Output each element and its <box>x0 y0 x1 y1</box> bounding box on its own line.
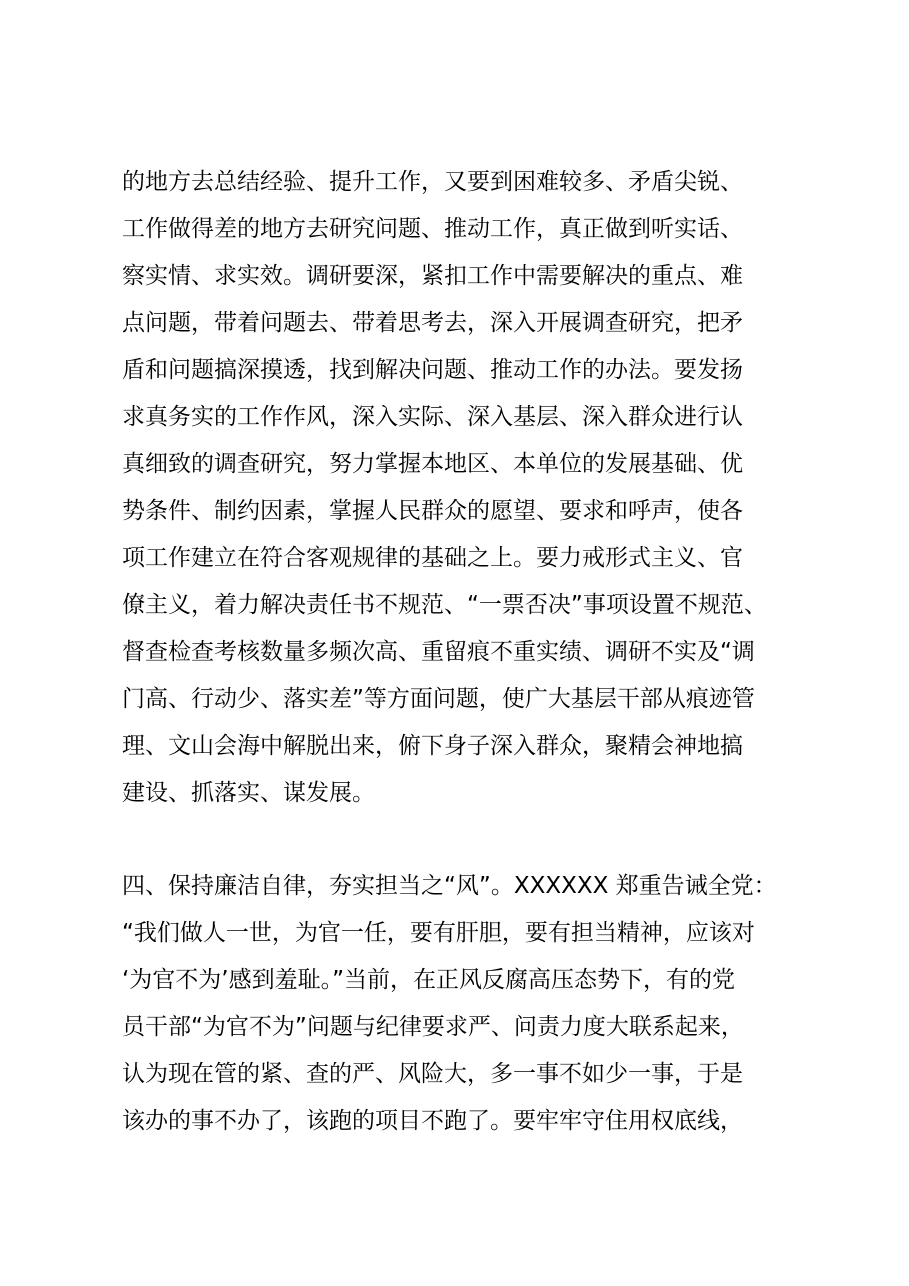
text-line: 真细致的调查研究，努力掌握本地区、本单位的发展基础、优 <box>122 451 743 477</box>
text-line: 理、文山会海中解脱出来，俯下身子深入群众，聚精会神地搞 <box>122 733 743 759</box>
text-line: 势条件、制约因素，掌握人民群众的愿望、要求和呼声，使各 <box>122 498 743 524</box>
text-line: 的地方去总结经验、提升工作，又要到困难较多、矛盾尖锐、 <box>122 169 743 195</box>
text-line: 僚主义，着力解决责任书不规范、“一票否决”事项设置不规范、 <box>122 592 767 618</box>
text-line: 求真务实的工作作风，深入实际、深入基层、深入群众进行认 <box>122 404 743 430</box>
text-line: 门高、行动少、落实差”等方面问题，使广大基层干部从痕迹管 <box>122 686 755 712</box>
section-heading-line: 四、保持廉洁自律，夯实担当之“风”。XXXXXX 郑重告诫全党： <box>122 873 777 899</box>
text-line: 点问题，带着问题去、带着思考去，深入开展调查研究，把矛 <box>122 310 743 336</box>
paragraph-2 <box>122 863 822 1145</box>
text-line: 盾和问题搞深摸透，找到解决问题、推动工作的办法。要发扬 <box>122 357 743 383</box>
text-line: ‘为官不为’感到羞耻。”当前，在正风反腐高压态势下，有的党 <box>122 967 736 993</box>
text-line: 督查检查考核数量多频次高、重留痕不重实绩、调研不实及“调 <box>122 639 755 665</box>
text-line: 项工作建立在符合客观规律的基础之上。要力戒形式主义、官 <box>122 545 743 571</box>
text-line: 员干部“为官不为”问题与纪律要求严、问责力度大联系起来， <box>122 1014 744 1040</box>
text-line: 建设、抓落实、谋发展。 <box>122 780 375 806</box>
text-line: “我们做人一世，为官一任，要有肝胆，要有担当精神，应该对 <box>122 920 755 946</box>
paragraph-1 <box>122 159 822 817</box>
text-line: 工作做得差的地方去研究问题、推动工作，真正做到听实话、 <box>122 216 743 242</box>
text-line: 该办的事不办了，该跑的项目不跑了。要牢牢守住用权底线， <box>122 1108 743 1134</box>
text-line: 察实情、求实效。调研要深，紧扣工作中需要解决的重点、难 <box>122 263 743 289</box>
text-line: 认为现在管的紧、查的严、风险大，多一事不如少一事，于是 <box>122 1061 743 1087</box>
